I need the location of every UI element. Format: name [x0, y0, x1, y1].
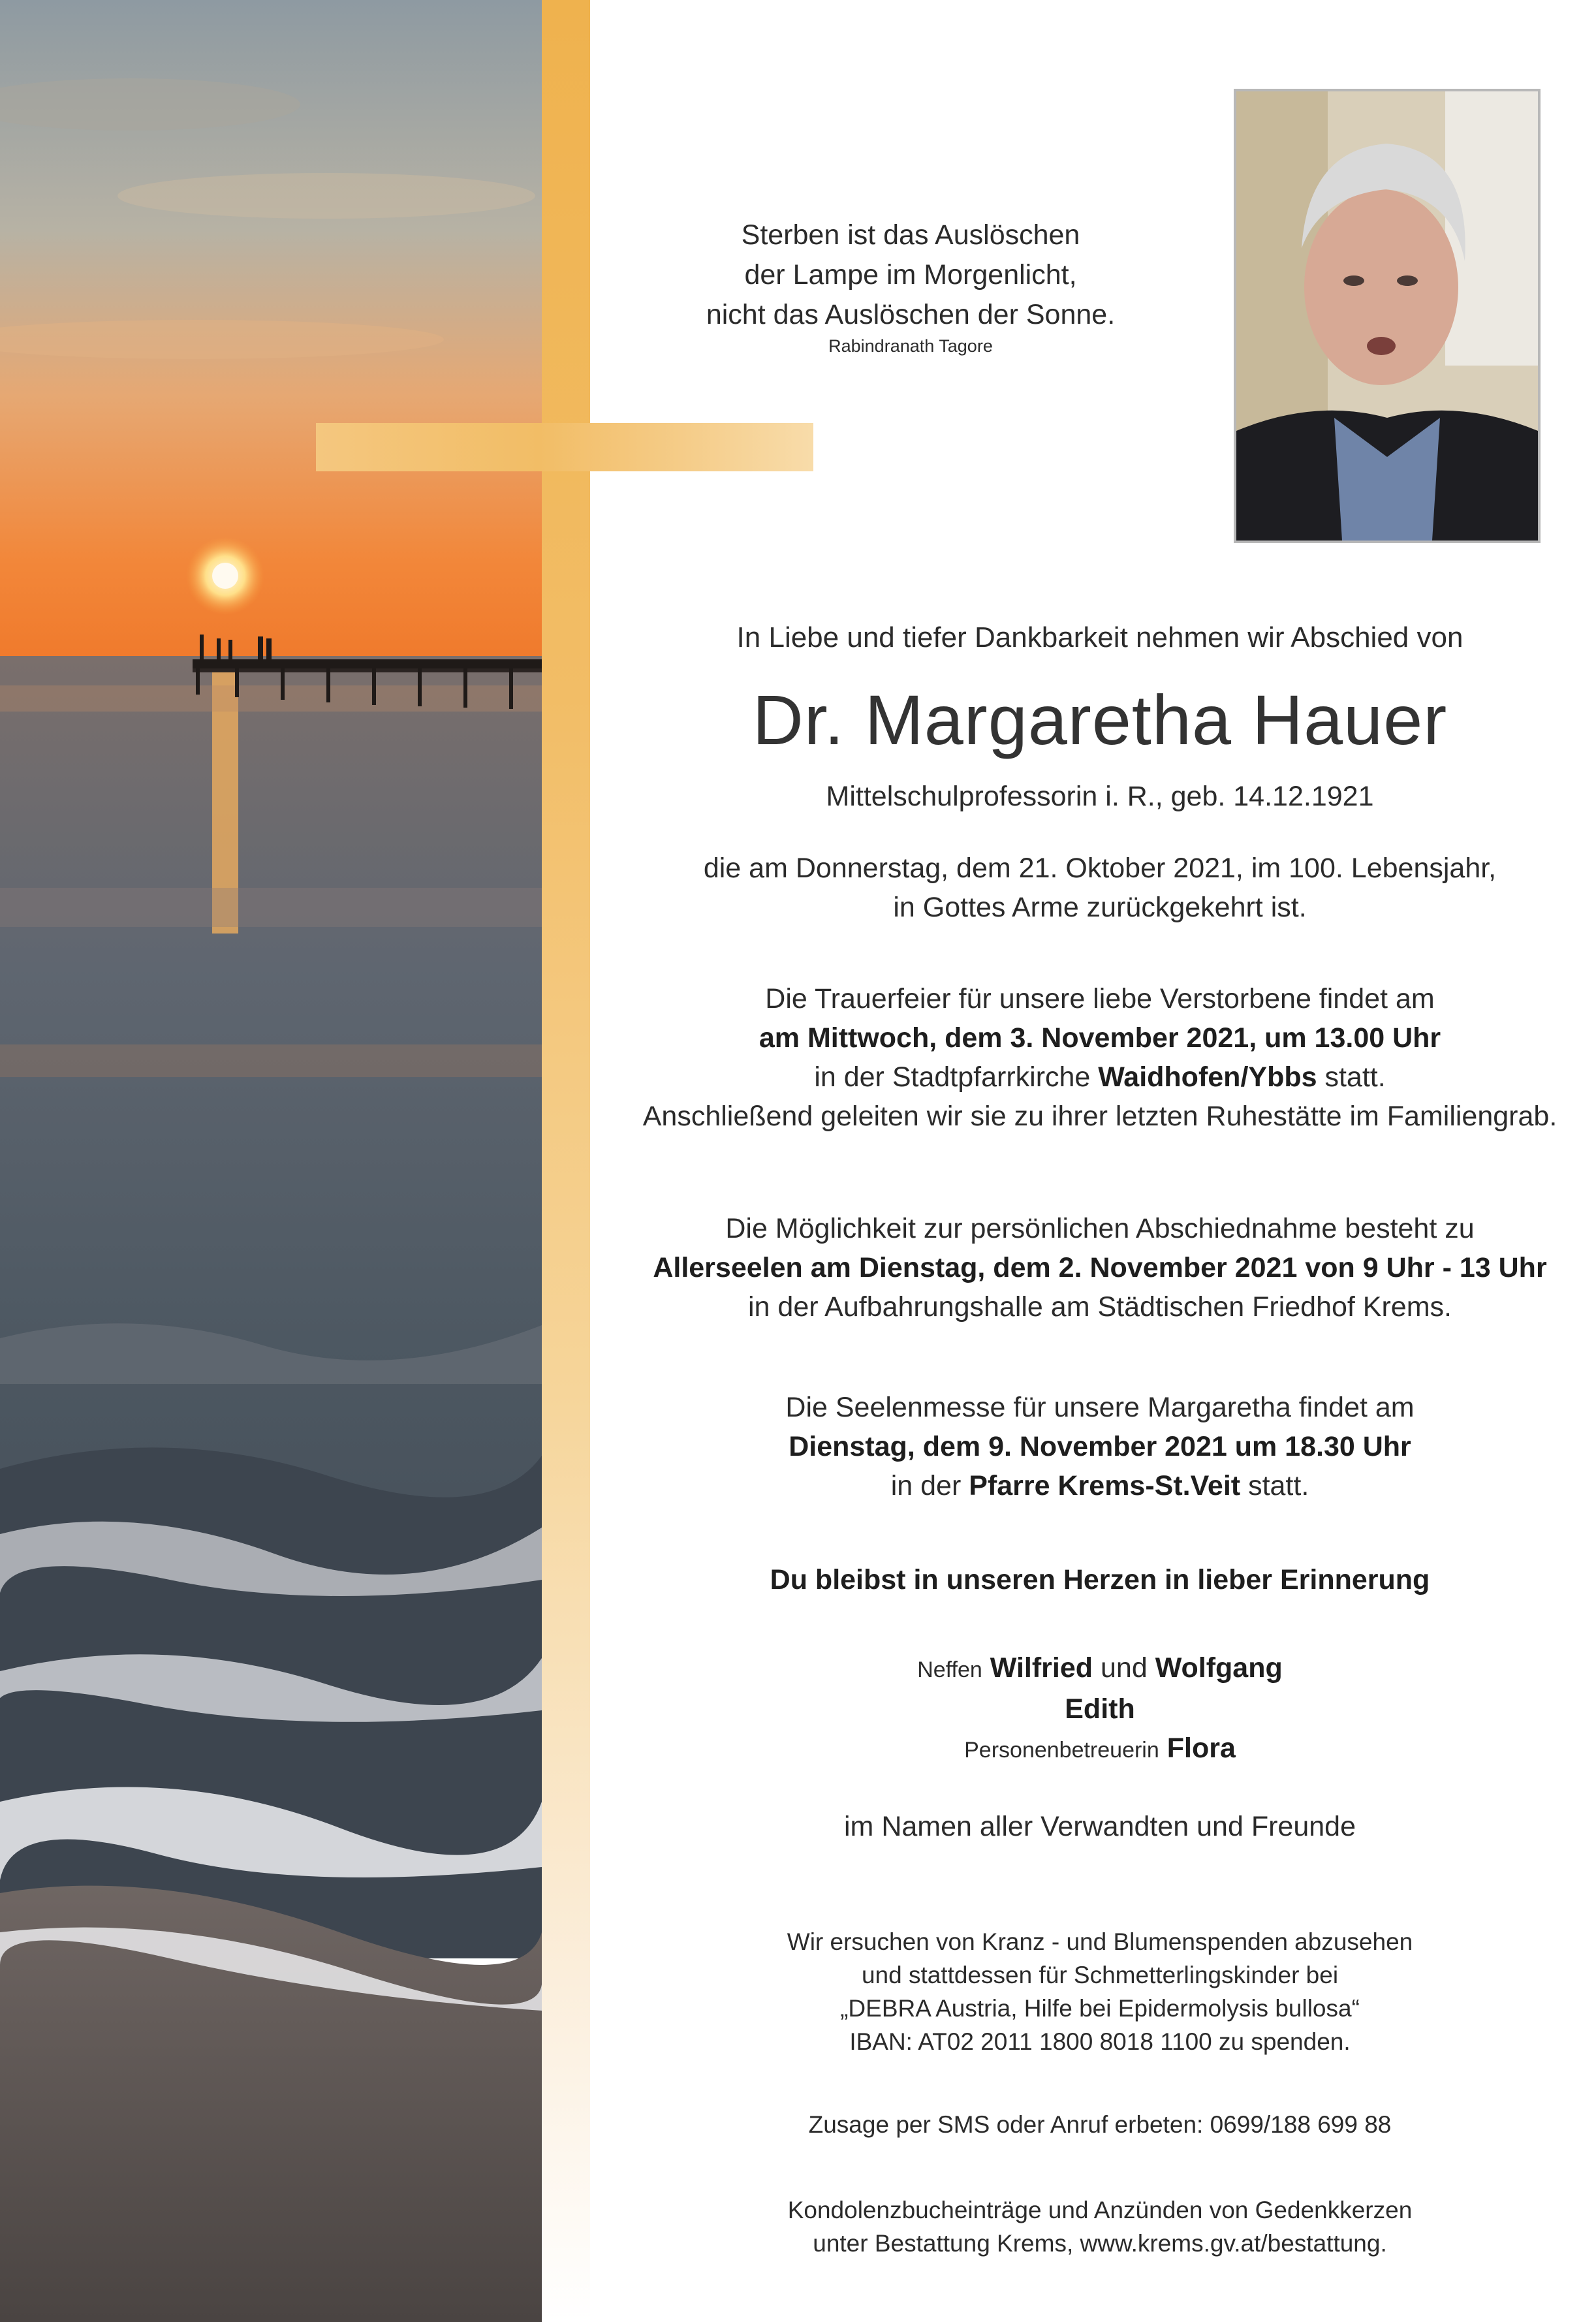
donation-line: und stattdessen für Schmetterlingskinder bei — [861, 1962, 1339, 1988]
rsvp-line: Zusage per SMS oder Anruf erbeten: 0699/188 699 88 — [808, 2111, 1392, 2138]
mass-place: Pfarre Krems-St.Veit — [969, 1470, 1241, 1501]
donation-line: Wir ersuchen von Kranz - und Blumenspenden abzusehen — [787, 1928, 1413, 1955]
condolence-info — [617, 2193, 1583, 2260]
farewell-line: Die Möglichkeit zur persönlichen Abschiednahme besteht zu — [725, 1213, 1475, 1244]
portrait-photo — [1234, 89, 1541, 543]
carer-label: Personenbetreuerin — [964, 1738, 1159, 1763]
nephews-label: Neffen — [917, 1657, 982, 1682]
mourner-name: Edith — [1065, 1693, 1135, 1725]
mourners-nephews — [617, 1648, 1583, 1689]
funeral-place-post: statt. — [1324, 1061, 1386, 1093]
farewell-date: Allerseelen am Dienstag, dem 2. November 2021 von 9 Uhr - 13 Uhr — [653, 1252, 1547, 1283]
nephew-name: Wilfried — [990, 1652, 1093, 1684]
death-line: in Gottes Arme zurückgekehrt ist. — [893, 892, 1307, 923]
quote-author: Rabindranath Tagore — [828, 336, 993, 356]
deceased-name: Dr. Margaretha Hauer — [752, 680, 1448, 759]
quote-line: nicht das Auslöschen der Sonne. — [706, 299, 1116, 330]
farewell-info — [617, 1209, 1583, 1326]
funeral-info — [617, 979, 1583, 1136]
carer-name: Flora — [1166, 1733, 1236, 1764]
nephew-name: Wolfgang — [1155, 1652, 1283, 1684]
mass-line: Die Seelenmesse für unsere Margaretha findet am — [785, 1392, 1415, 1423]
funeral-place-pre: in der Stadtpfarrkirche — [814, 1061, 1091, 1093]
mass-date: Dienstag, dem 9. November 2021 um 18.30 Uhr — [789, 1431, 1411, 1462]
mourners — [617, 1648, 1583, 1770]
and-word: und — [1101, 1652, 1148, 1684]
death-notice — [617, 849, 1583, 927]
mass-place-pre: in der — [890, 1470, 962, 1501]
intro-line: In Liebe und tiefer Dankbarkeit nehmen wir Abschied von — [736, 621, 1463, 653]
cross-horizontal-beam — [316, 423, 813, 471]
mass-place-line — [617, 1466, 1583, 1505]
condolence-line: unter Bestattung Krems, www.krems.gv.at/bestattung. — [813, 2230, 1387, 2257]
funeral-line: Anschließend geleiten wir sie zu ihrer letzten Ruhestätte im Familiengrab. — [642, 1101, 1557, 1132]
mourners-carer — [617, 1729, 1583, 1770]
death-line: die am Donnerstag, dem 21. Oktober 2021, im 100. Lebensjahr, — [703, 853, 1497, 884]
mass-place-post: statt. — [1248, 1470, 1309, 1501]
funeral-place-line — [617, 1058, 1583, 1097]
cross-vertical-beam — [542, 0, 590, 2322]
quote — [692, 215, 1129, 335]
condolence-line: Kondolenzbucheinträge und Anzünden von Gedenkkerzen — [787, 2197, 1413, 2223]
mass-info — [617, 1388, 1583, 1505]
donation-line: IBAN: AT02 2011 1800 8018 1100 zu spenden. — [849, 2028, 1351, 2055]
deceased-subtitle: Mittelschulprofessorin i. R., geb. 14.12.1921 — [826, 781, 1374, 812]
donation-request — [617, 1925, 1583, 2058]
quote-line: der Lampe im Morgenlicht, — [744, 259, 1077, 290]
farewell-line: in der Aufbahrungshalle am Städtischen Friedhof Krems. — [748, 1291, 1452, 1323]
relatives-line: im Namen aller Verwandten und Freunde — [844, 1811, 1356, 1842]
donation-line: „DEBRA Austria, Hilfe bei Epidermolysis bullosa“ — [840, 1995, 1360, 2022]
quote-line: Sterben ist das Auslöschen — [741, 219, 1080, 251]
funeral-date: am Mittwoch, dem 3. November 2021, um 13.00 Uhr — [759, 1022, 1441, 1054]
funeral-line: Die Trauerfeier für unsere liebe Verstorbene findet am — [765, 983, 1435, 1014]
remembrance — [617, 1560, 1583, 1599]
remembrance-text: Du bleibst in unseren Herzen in lieber Erinnerung — [770, 1564, 1430, 1595]
sunset-sea-photo — [0, 0, 542, 2322]
funeral-place: Waidhofen/Ybbs — [1098, 1061, 1317, 1093]
